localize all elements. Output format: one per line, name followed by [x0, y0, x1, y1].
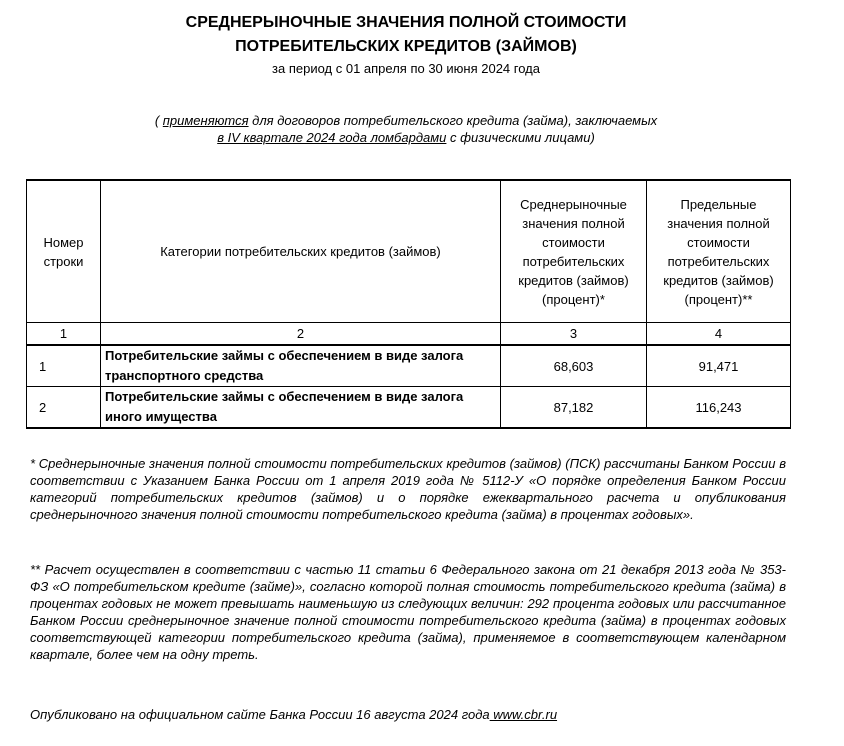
table-header-row: [27, 180, 791, 323]
applicability-note-line-1: [0, 113, 812, 128]
publication-text: Опубликовано на официальном сайте Банка России 16 августа 2024 года: [30, 707, 490, 722]
header-average-value: Среднерыночные значения полной стоимости потребительских кредитов (займов) (процент)*: [501, 180, 647, 323]
table-row: [27, 345, 791, 387]
table-row: [27, 387, 791, 429]
document-title-line-1: СРЕДНЕРЫНОЧНЫЕ ЗНАЧЕНИЯ ПОЛНОЙ СТОИМОСТИ: [185, 14, 627, 31]
column-number: 3: [501, 323, 647, 346]
period-subtitle: за период с 01 апреля по 30 июня 2024 года: [272, 61, 540, 76]
row-category: Потребительские займы с обеспечением в виде залога иного имущества: [101, 387, 501, 429]
document-title-line-2: ПОТРЕБИТЕЛЬСКИХ КРЕДИТОВ (ЗАЙМОВ): [235, 38, 577, 55]
column-number: 2: [101, 323, 501, 346]
header-limit-value: Предельные значения полной стоимости потребительских кредитов (займов) (процент)**: [647, 180, 791, 323]
quarter-lombards: в IV квартале 2024 года ломбардами: [217, 130, 447, 145]
applicability-rest-1: для договоров потребительского кредита (займа), заключаемых: [248, 113, 658, 128]
applicability-rest-2: с физическими лицами): [446, 130, 595, 145]
row-limit-value: 91,471: [647, 345, 791, 387]
row-average-value: 87,182: [501, 387, 647, 429]
row-limit-value: 116,243: [647, 387, 791, 429]
open-paren: (: [154, 113, 163, 128]
row-number: 1: [27, 345, 101, 387]
cbr-website-link[interactable]: www.cbr.ru: [489, 707, 558, 722]
footnote-limit-psk: ** Расчет осуществлен в соответствии с частью 11 статьи 6 Федерального закона от 21 декабря 2013 года № 353-ФЗ «О потребительском кредите (займе)», согласно которой полная стоимость потребительского кредита (займа) в процентах годовых не может превышать наименьшую из следующих величин: 292 процента годовых или рассчитанное Банком России среднерыночное значение полной стоимости потребительского кредита (займа) в процентах годовых соответствующей категории потребительского кредита (займа), применяемое в соответствующем календарном квартале, более чем на одну треть.: [30, 562, 786, 662]
psk-values-table: [26, 179, 791, 429]
column-number: 4: [647, 323, 791, 346]
row-number: 2: [27, 387, 101, 429]
row-average-value: 68,603: [501, 345, 647, 387]
column-number-row: [27, 323, 791, 346]
applied-word: применяются: [162, 113, 249, 128]
applicability-note-line-2: [0, 130, 812, 145]
header-row-number: Номер строки: [27, 180, 101, 323]
header-category: Категории потребительских кредитов (займов): [101, 180, 501, 323]
publication-note: [30, 707, 557, 722]
footnote-average-psk: * Среднерыночные значения полной стоимости потребительских кредитов (займов) (ПСК) рассчитаны Банком России в соответствии с Указанием Банка России от 1 апреля 2019 года № 5112-У «О порядке определения Банком России категорий потребительских кредитов (займов) и о порядке ежеквартального расчета и опубликования среднерыночного значения полной стоимости потребительского кредита (займа) в процентах годовых».: [30, 456, 786, 522]
row-category: Потребительские займы с обеспечением в виде залога транспортного средства: [101, 345, 501, 387]
column-number: 1: [27, 323, 101, 346]
